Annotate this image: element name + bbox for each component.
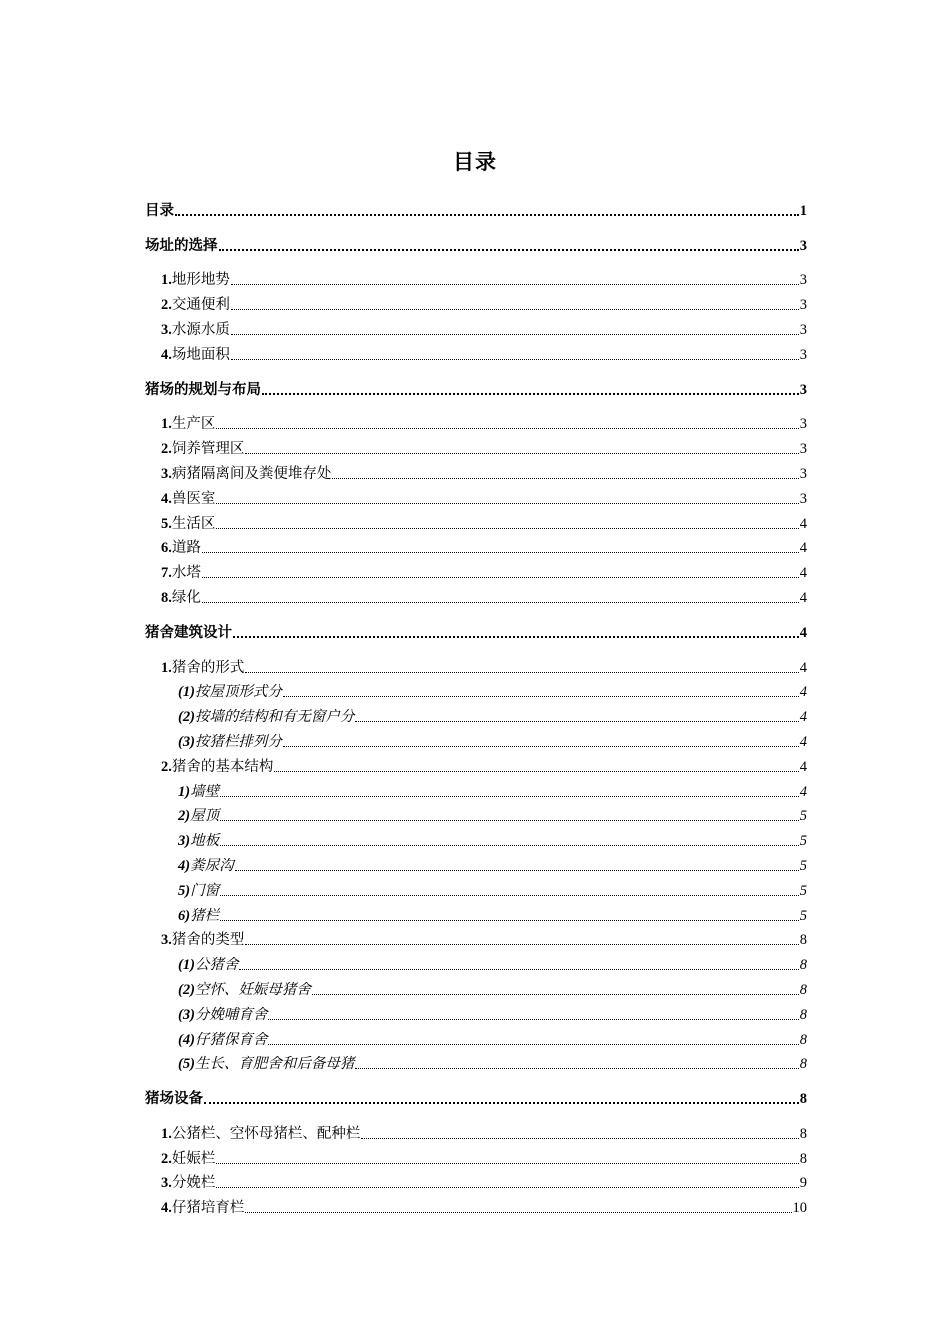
toc-entry-number: 4. [161, 346, 172, 363]
toc-entry-level2[interactable] [145, 652, 807, 677]
toc-entry-level3[interactable] [145, 701, 807, 726]
toc-entry-text: 猪舍的形式 [171, 659, 245, 676]
toc-entry-number: 2) [178, 808, 191, 825]
toc-page-number: 4 [799, 684, 807, 701]
dot-leader [332, 478, 798, 479]
dot-leader [202, 552, 799, 553]
toc-page-number: 4 [799, 733, 807, 750]
dot-leader [220, 796, 799, 797]
toc-page-number: 5 [799, 808, 807, 825]
toc-page-number: 3 [799, 237, 807, 254]
toc-entry-title [161, 1147, 215, 1168]
dot-leader [219, 249, 799, 251]
toc-entry-text: 饲养管理区 [171, 441, 245, 458]
toc-entry-level1[interactable] [145, 1083, 807, 1108]
dot-leader [268, 1019, 798, 1020]
toc-entry-number: (2) [178, 981, 195, 998]
toc-page-number: 4 [799, 565, 807, 582]
toc-page-number: 8 [799, 981, 807, 998]
toc-entry-number: (3) [178, 1006, 195, 1023]
toc-page-number: 8 [799, 1150, 807, 1167]
toc-page-number: 8 [799, 1125, 807, 1142]
toc-entry-text: 猪舍的类型 [171, 932, 245, 949]
toc-entry-text: 墙壁 [190, 783, 220, 800]
toc-entry-text: 按墙的结构和有无窗户分 [194, 709, 355, 726]
toc-entry-text: 水塔 [171, 565, 201, 582]
toc-entry-title [161, 561, 201, 582]
toc-entry-level1[interactable] [145, 195, 807, 220]
toc-page-number: 5 [799, 857, 807, 874]
toc-entry-level2[interactable] [145, 508, 807, 533]
toc-entry-title [161, 586, 201, 607]
toc-entry-number: 1. [161, 659, 172, 676]
toc-entry-title [145, 378, 261, 399]
toc-page-number: 4 [799, 624, 807, 641]
toc-entry-number: 3. [161, 465, 172, 482]
toc-entry-title [178, 829, 219, 850]
toc-entry-title [161, 656, 244, 677]
toc-page-number: 3 [799, 272, 807, 289]
dot-leader [175, 214, 799, 216]
dot-leader [220, 845, 799, 846]
toc-entry-text: 按猪栏排列分 [194, 733, 282, 750]
toc-page-number: 3 [799, 297, 807, 314]
toc-entry-title [161, 437, 244, 458]
toc-entry-text: 屋顶 [190, 808, 220, 825]
toc-entry-number: 2. [161, 758, 172, 775]
dot-leader [204, 1102, 799, 1104]
toc-entry-text: 水源水质 [171, 321, 230, 338]
toc-entry-text: 兽医室 [171, 490, 216, 507]
toc-entry-level2[interactable] [145, 289, 807, 314]
dot-leader [216, 1187, 798, 1188]
toc-entry-text: 妊娠栏 [171, 1150, 216, 1167]
toc-entry-number: (5) [178, 1056, 195, 1073]
toc-entry-number: 2. [161, 1150, 172, 1167]
toc-heading: 目录 [453, 150, 497, 174]
toc-entry-title [178, 680, 282, 701]
toc-entry-level2[interactable] [145, 1118, 807, 1143]
toc-page-number: 9 [799, 1175, 807, 1192]
dot-leader [245, 672, 798, 673]
dot-leader [220, 920, 799, 921]
toc-entry-level3[interactable] [145, 677, 807, 702]
toc-entry-text: 地板 [190, 833, 220, 850]
toc-entry-text: 猪栏 [190, 907, 220, 924]
toc-entry-title [145, 621, 232, 642]
toc-entry-number: 2. [161, 441, 172, 458]
toc-entry-number: (1) [178, 957, 195, 974]
toc-entry-level2[interactable] [145, 582, 807, 607]
toc-entry-text: 生活区 [171, 515, 216, 532]
toc-entry-level3[interactable] [145, 999, 807, 1024]
toc-entry-number: 7. [161, 565, 172, 582]
toc-page-number: 4 [799, 783, 807, 800]
toc-entry-number: 1. [161, 416, 172, 433]
toc-entry-number: 1. [161, 272, 172, 289]
toc-entry-number: 3. [161, 1175, 172, 1192]
toc-page-number: 3 [799, 416, 807, 433]
toc-entry-level2[interactable] [145, 557, 807, 582]
toc-entry-number: 3) [178, 833, 191, 850]
toc-entry-title [178, 1003, 267, 1024]
toc-entry-text: 公猪舍 [194, 957, 239, 974]
dot-leader [231, 284, 799, 285]
toc-page-number: 4 [799, 758, 807, 775]
toc-entry-text: 地形地势 [171, 272, 230, 289]
toc-page-number: 8 [799, 957, 807, 974]
dot-leader [262, 393, 799, 395]
dot-leader [220, 820, 799, 821]
toc-page-number: 8 [799, 1091, 807, 1108]
toc-entry-title [178, 804, 219, 825]
toc-entry-title [178, 879, 219, 900]
toc-entry-number: (4) [178, 1031, 195, 1048]
toc-page-number: 3 [799, 490, 807, 507]
dot-leader [239, 969, 798, 970]
toc-entry-title [161, 536, 201, 557]
dot-leader [245, 1212, 791, 1213]
toc-entry-number: 3. [161, 932, 172, 949]
toc-entry-text: 按屋顶形式分 [194, 684, 282, 701]
toc-entry-number: 5) [178, 882, 191, 899]
dot-leader [216, 528, 798, 529]
toc-entry-level2[interactable] [145, 314, 807, 339]
toc-entry-level3[interactable] [145, 949, 807, 974]
toc-page-number: 5 [799, 882, 807, 899]
toc-entry-level1[interactable] [145, 374, 807, 399]
dot-leader [283, 746, 799, 747]
toc-page-number: 3 [799, 346, 807, 363]
toc-page-number: 5 [799, 907, 807, 924]
toc-entry-level2[interactable] [145, 925, 807, 950]
dot-leader [233, 636, 799, 638]
toc-entry-level3[interactable] [145, 900, 807, 925]
toc-entry-title [178, 705, 354, 726]
dot-leader [312, 994, 799, 995]
dot-leader [231, 309, 799, 310]
dot-leader [283, 696, 799, 697]
toc-entry-text: 猪舍建筑设计 [145, 624, 232, 641]
toc-entry-title [178, 978, 311, 999]
toc-entry-number: 2. [161, 297, 172, 314]
dot-leader [216, 428, 798, 429]
toc-entry-number: (2) [178, 709, 195, 726]
toc-entry-title [161, 343, 230, 364]
toc-entry-text: 猪场的规划与布局 [145, 381, 261, 398]
toc-page-number: 4 [799, 589, 807, 606]
dot-leader [274, 771, 798, 772]
toc-entry-title [178, 730, 282, 751]
toc-entry-title [145, 1087, 203, 1108]
dot-leader [235, 870, 799, 871]
toc-page-number: 4 [799, 515, 807, 532]
toc-entry-level2[interactable] [145, 265, 807, 290]
toc-page-number: 8 [799, 1056, 807, 1073]
toc-entry-title [178, 780, 219, 801]
toc-page-number: 4 [799, 709, 807, 726]
toc-entry-level3[interactable] [145, 1024, 807, 1049]
toc-entry-text: 分娩栏 [171, 1175, 216, 1192]
toc-entry-number: 6) [178, 907, 191, 924]
dot-leader [355, 721, 798, 722]
toc-entry-level2[interactable] [145, 533, 807, 558]
toc-entry-level3[interactable] [145, 776, 807, 801]
toc-entry-title [161, 293, 230, 314]
toc-entry-text: 仔猪保育舍 [194, 1031, 268, 1048]
toc-entry-text: 场地面积 [171, 346, 230, 363]
toc-page-number: 1 [799, 202, 807, 219]
toc-entry-level2[interactable] [145, 433, 807, 458]
toc-entry-level1[interactable] [145, 617, 807, 642]
toc-entry-text: 仔猪培育栏 [171, 1200, 245, 1217]
toc-entry-text: 生产区 [171, 416, 216, 433]
toc-page-number: 4 [799, 659, 807, 676]
toc-entry-text: 公猪栏、空怀母猪栏、配种栏 [171, 1125, 361, 1142]
toc-entry-level2[interactable] [145, 409, 807, 434]
table-of-contents [145, 195, 807, 1217]
toc-entry-number: 6. [161, 540, 172, 557]
toc-entry-level2[interactable] [145, 339, 807, 364]
toc-entry-text: 猪舍的基本结构 [171, 758, 274, 775]
dot-leader [216, 503, 798, 504]
dot-leader [220, 895, 799, 896]
toc-entry-title [161, 268, 230, 289]
toc-entry-level3[interactable] [145, 850, 807, 875]
toc-entry-title [161, 928, 244, 949]
toc-page-number: 10 [792, 1200, 807, 1217]
toc-entry-level2[interactable] [145, 1168, 807, 1193]
dot-leader [245, 453, 798, 454]
dot-leader [361, 1138, 798, 1139]
toc-page-number: 8 [799, 932, 807, 949]
toc-entry-text: 分娩哺育舍 [194, 1006, 268, 1023]
toc-page-number: 5 [799, 833, 807, 850]
toc-page-number: 4 [799, 540, 807, 557]
dot-leader [202, 577, 799, 578]
toc-entry-text: 门窗 [190, 882, 220, 899]
toc-entry-level2[interactable] [145, 751, 807, 776]
toc-entry-title [178, 953, 238, 974]
toc-entry-text: 交通便利 [171, 297, 230, 314]
toc-entry-number: 3. [161, 321, 172, 338]
toc-entry-text: 场址的选择 [145, 237, 218, 254]
toc-entry-level2[interactable] [145, 483, 807, 508]
toc-entry-title [178, 1028, 267, 1049]
toc-entry-title [161, 412, 215, 433]
toc-entry-title [161, 462, 331, 483]
dot-leader [355, 1068, 798, 1069]
toc-entry-number: 1) [178, 783, 191, 800]
dot-leader [245, 944, 798, 945]
toc-entry-text: 猪场设备 [145, 1091, 203, 1108]
toc-entry-title [178, 1052, 354, 1073]
toc-entry-level3[interactable] [145, 875, 807, 900]
toc-entry-title [161, 318, 230, 339]
toc-entry-level3[interactable] [145, 726, 807, 751]
toc-entry-title [161, 1196, 244, 1217]
toc-page-number: 3 [799, 441, 807, 458]
toc-entry-number: (3) [178, 733, 195, 750]
toc-entry-level3[interactable] [145, 801, 807, 826]
toc-entry-level2[interactable] [145, 458, 807, 483]
toc-entry-number: 4. [161, 490, 172, 507]
toc-entry-number: 4. [161, 1200, 172, 1217]
toc-entry-text: 空怀、妊娠母猪舍 [194, 981, 311, 998]
toc-entry-title [161, 1122, 360, 1143]
toc-entry-title [145, 199, 174, 220]
toc-entry-level3[interactable] [145, 1049, 807, 1074]
dot-leader [216, 1163, 798, 1164]
toc-entry-title [145, 234, 218, 255]
toc-entry-text: 粪尿沟 [190, 857, 234, 874]
toc-entry-level3[interactable] [145, 974, 807, 999]
toc-page-number: 3 [799, 381, 807, 398]
toc-entry-number: 8. [161, 589, 172, 606]
toc-entry-title [161, 512, 215, 533]
toc-entry-title [161, 755, 273, 776]
toc-entry-level2[interactable] [145, 1192, 807, 1217]
toc-entry-text: 目录 [145, 202, 174, 219]
toc-entry-text: 生长、育肥舍和后备母猪 [194, 1056, 355, 1073]
toc-entry-text: 绿化 [171, 589, 201, 606]
toc-entry-number: 5. [161, 515, 172, 532]
toc-entry-text: 病猪隔离间及粪便堆存处 [171, 465, 332, 482]
toc-entry-number: 4) [178, 857, 191, 874]
toc-entry-title [161, 1171, 215, 1192]
toc-entry-level1[interactable] [145, 230, 807, 255]
toc-page-number: 8 [799, 1031, 807, 1048]
dot-leader [231, 334, 799, 335]
toc-page-number: 8 [799, 1006, 807, 1023]
toc-entry-title [161, 487, 215, 508]
toc-entry-level2[interactable] [145, 1143, 807, 1168]
toc-page-number: 3 [799, 465, 807, 482]
dot-leader [202, 602, 799, 603]
toc-entry-title [178, 904, 219, 925]
toc-page-number: 3 [799, 321, 807, 338]
toc-entry-level3[interactable] [145, 825, 807, 850]
toc-entry-number: 1. [161, 1125, 172, 1142]
toc-entry-text: 道路 [171, 540, 201, 557]
toc-entry-number: (1) [178, 684, 195, 701]
dot-leader [268, 1044, 798, 1045]
toc-entry-title [178, 854, 234, 875]
dot-leader [231, 359, 799, 360]
